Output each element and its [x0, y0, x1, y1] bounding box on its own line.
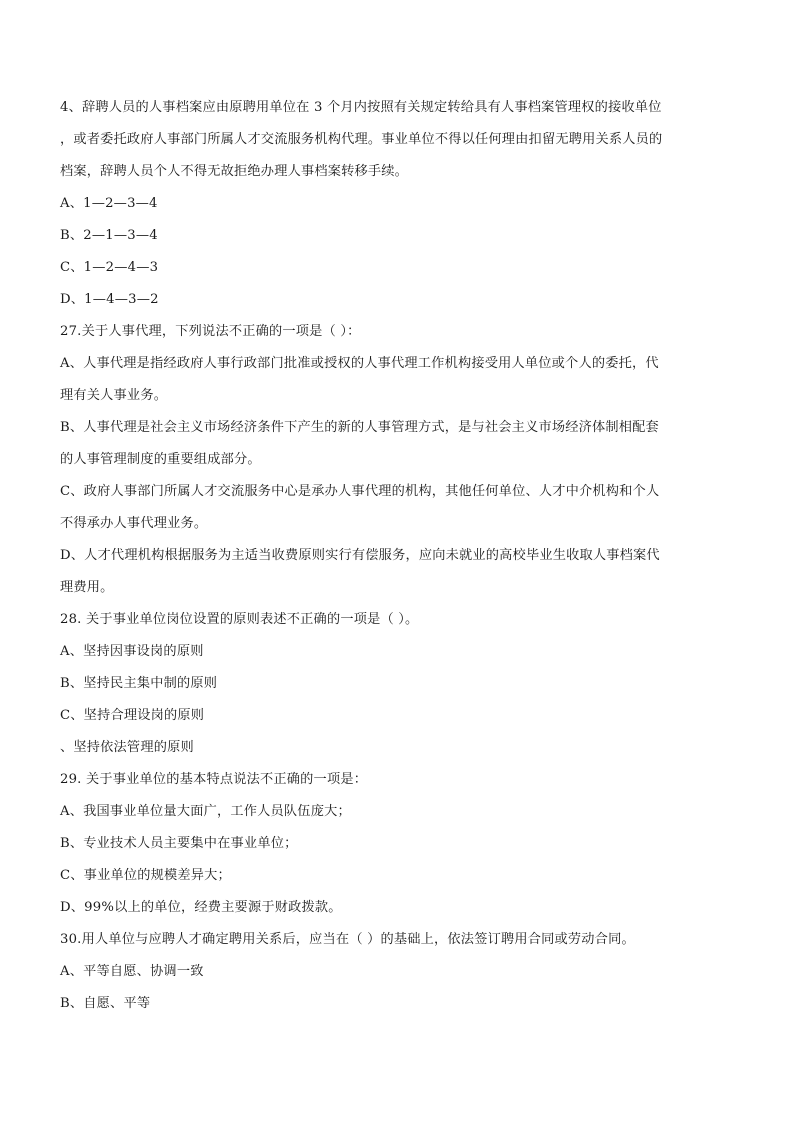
q30-option-a: A、平等自愿、协调一致: [60, 964, 204, 979]
q27-line-7: D、人才代理机构根据服务为主适当收费原则实行有偿服务，应向未就业的高校毕业生收取人事档案代: [60, 548, 660, 563]
q26-option-c: C、1—2—4—3: [60, 260, 159, 275]
q27-question: 27.关于人事代理，下列说法不正确的一项是（ ）：: [60, 324, 361, 339]
q26-option-d: D、1—4—3—2: [60, 292, 159, 307]
q29-option-c: C、事业单位的规模差异大；: [60, 868, 231, 883]
q26-option-b: B、2—1—3—4: [60, 228, 158, 243]
q29-option-d: D、99%以上的单位，经费主要源于财政拨款。: [60, 900, 342, 915]
q26-option-a: A、1—2—3—4: [60, 196, 158, 211]
q28-option-d: 、坚持依法管理的原则: [60, 740, 194, 755]
q27-line-8: 理费用。: [60, 580, 114, 595]
q28-option-b: B、坚持民主集中制的原则: [60, 676, 218, 691]
q27-line-5: C、政府人事部门所属人才交流服务中心是承办人事代理的机构，其他任何单位、人才中介机构和个人: [60, 484, 660, 499]
q28-question: 28. 关于事业单位岗位设置的原则表述不正确的一项是（ ）。: [60, 612, 419, 627]
q29-question: 29. 关于事业单位的基本特点说法不正确的一项是：: [60, 772, 368, 787]
q27-line-3: B、人事代理是社会主义市场经济条件下产生的新的人事管理方式，是与社会主义市场经济体制相配套: [60, 420, 659, 435]
q27-line-6: 不得承办人事代理业务。: [60, 516, 208, 531]
q27-line-2: 理有关人事业务。: [60, 388, 168, 403]
q28-option-a: A、坚持因事设岗的原则: [60, 644, 204, 659]
item4-line-1: 4、辞聘人员的人事档案应由原聘用单位在 3 个月内按照有关规定转给具有人事档案管理权的接收单位: [60, 100, 662, 115]
q27-line-4: 的人事管理制度的重要组成部分。: [60, 452, 261, 467]
q29-option-b: B、专业技术人员主要集中在事业单位；: [60, 836, 298, 851]
q30-option-b: B、自愿、平等: [60, 996, 151, 1011]
item4-line-3: 档案，辞聘人员个人不得无故拒绝办理人事档案转移手续。: [60, 164, 409, 179]
q30-question: 30.用人单位与应聘人才确定聘用关系后，应当在（ ）的基础上，依法签订聘用合同或劳动合同。: [60, 932, 635, 947]
document-content: [60, 92, 720, 1020]
item4-line-2: ，或者委托政府人事部门所属人才交流服务机构代理。事业单位不得以任何理由扣留无聘用关系人员的: [60, 132, 663, 147]
q29-option-a: A、我国事业单位量大面广，工作人员队伍庞大；: [60, 804, 351, 819]
q28-option-c: C、坚持合理设岗的原则: [60, 708, 205, 723]
q27-line-1: A、人事代理是指经政府人事行政部门批准或授权的人事代理工作机构接受用人单位或个人的委托，代: [60, 356, 659, 371]
